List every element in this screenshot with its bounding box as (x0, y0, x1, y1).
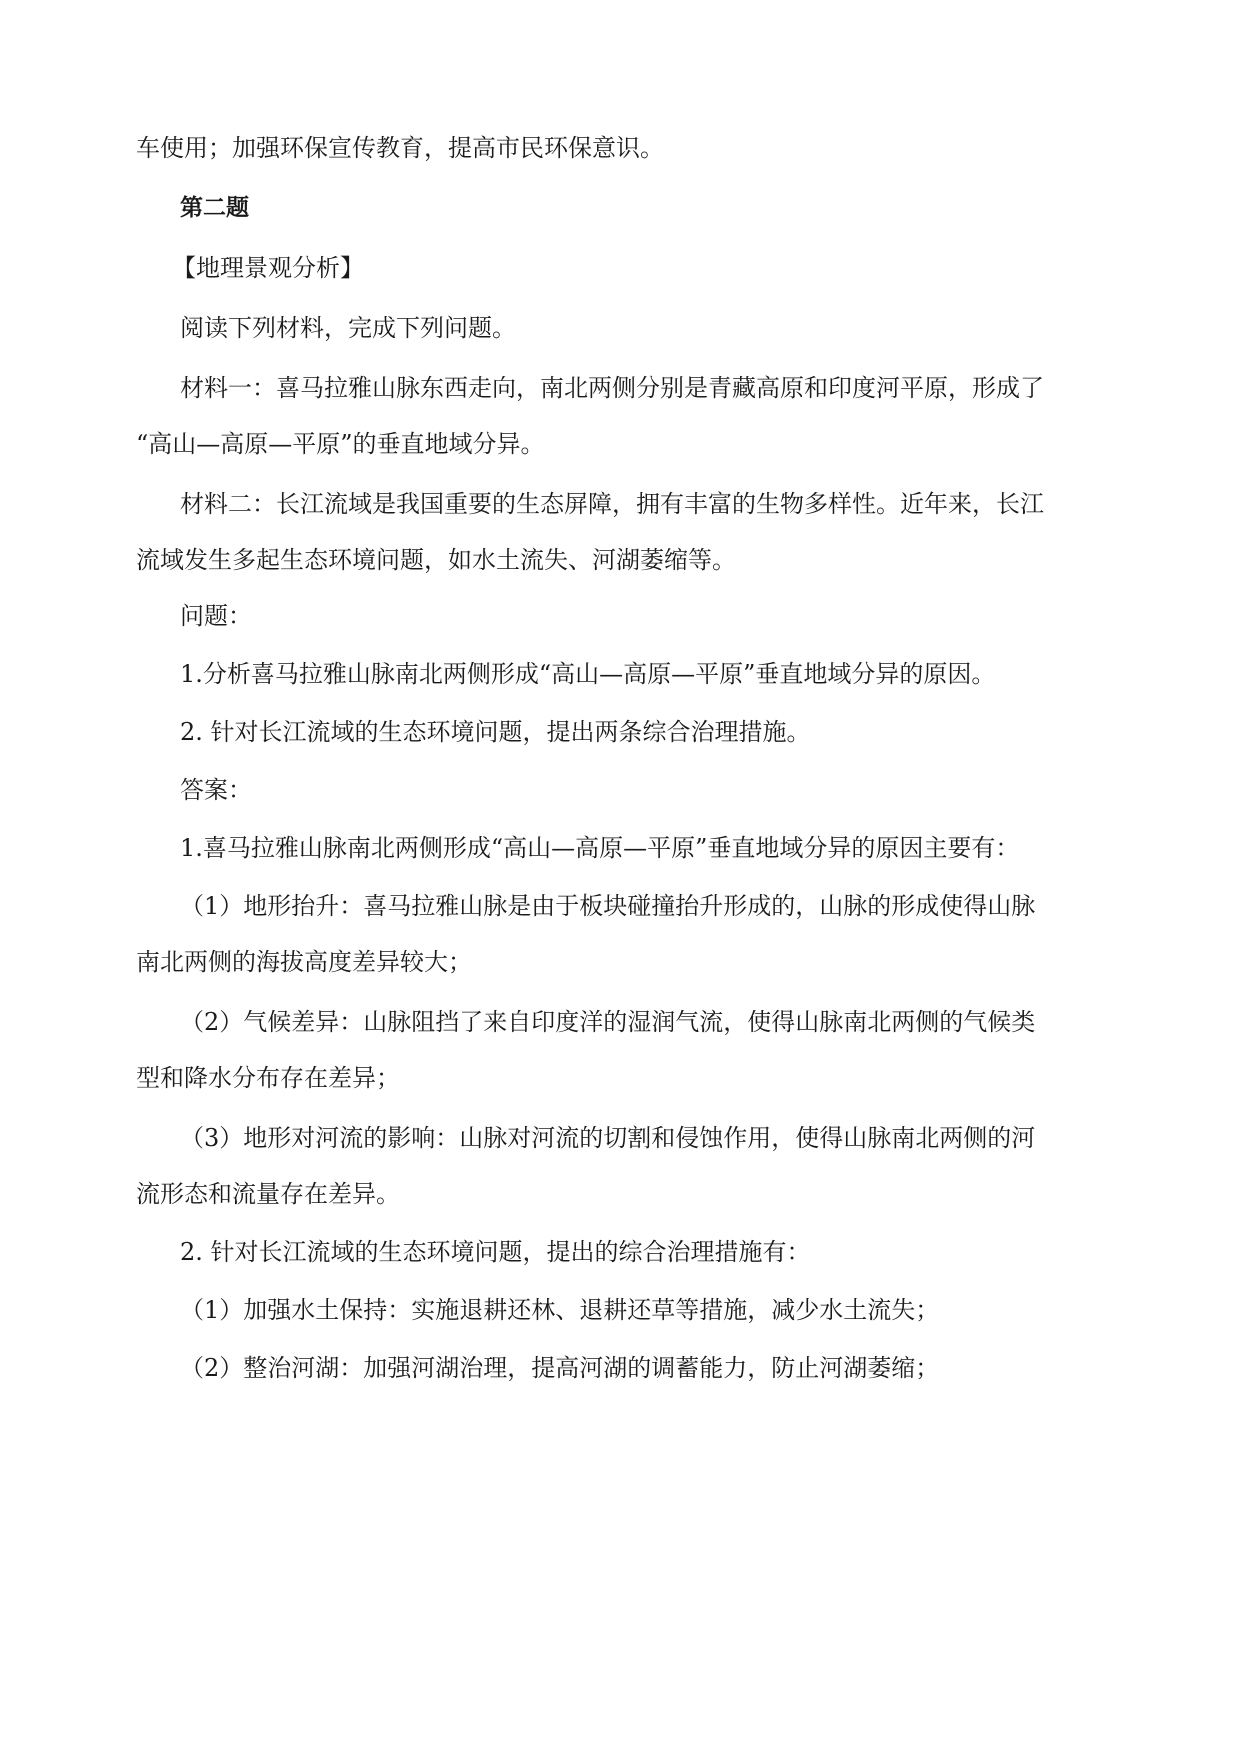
questions-label: 问题： (180, 602, 252, 630)
answer-1-point-3-line-2: 流形态和流量存在差异。 (136, 1180, 400, 1208)
material-one-line-2: “高山—高原—平原”的垂直地域分异。 (136, 430, 545, 458)
answer-1-point-1-line-1: （1）地形抬升：喜马拉雅山脉是由于板块碰撞抬升形成的，山脉的形成使得山脉 (180, 892, 1036, 920)
section-heading: 第二题 (180, 195, 249, 221)
answer-2-point-2: （2）整治河湖：加强河湖治理，提高河湖的调蓄能力，防止河湖萎缩； (180, 1354, 940, 1382)
instruction-text: 阅读下列材料，完成下列问题。 (180, 314, 516, 342)
section-subtitle: 【地理景观分析】 (172, 254, 364, 282)
answer-1-point-3-line-1: （3）地形对河流的影响：山脉对河流的切割和侵蚀作用，使得山脉南北两侧的河 (180, 1124, 1036, 1152)
question-1: 1.分析喜马拉雅山脉南北两侧形成“高山—高原—平原”垂直地域分异的原因。 (180, 660, 996, 688)
answer-1-point-1-line-2: 南北两侧的海拔高度差异较大； (136, 948, 472, 976)
material-two-line-1: 材料二：长江流域是我国重要的生态屏障，拥有丰富的生物多样性。近年来，长江 (180, 490, 1044, 518)
answer-1-point-2-line-1: （2）气候差异：山脉阻挡了来自印度洋的湿润气流，使得山脉南北两侧的气候类 (180, 1008, 1036, 1036)
answer-2-intro: 2. 针对长江流域的生态环境问题，提出的综合治理措施有： (180, 1238, 811, 1266)
answer-2-point-1: （1）加强水土保持：实施退耕还林、退耕还草等措施，减少水土流失； (180, 1296, 940, 1324)
material-two-line-2: 流域发生多起生态环境问题，如水土流失、河湖萎缩等。 (136, 546, 736, 574)
answers-label: 答案： (180, 776, 252, 804)
answer-1-point-2-line-2: 型和降水分布存在差异； (136, 1064, 400, 1092)
question-2: 2. 针对长江流域的生态环境问题，提出两条综合治理措施。 (180, 718, 811, 746)
answer-1-intro: 1.喜马拉雅山脉南北两侧形成“高山—高原—平原”垂直地域分异的原因主要有： (180, 834, 1020, 862)
material-one-line-1: 材料一：喜马拉雅山脉东西走向，南北两侧分别是青藏高原和印度河平原，形成了 (180, 374, 1044, 402)
paragraph-line: 车使用；加强环保宣传教育，提高市民环保意识。 (136, 134, 664, 162)
